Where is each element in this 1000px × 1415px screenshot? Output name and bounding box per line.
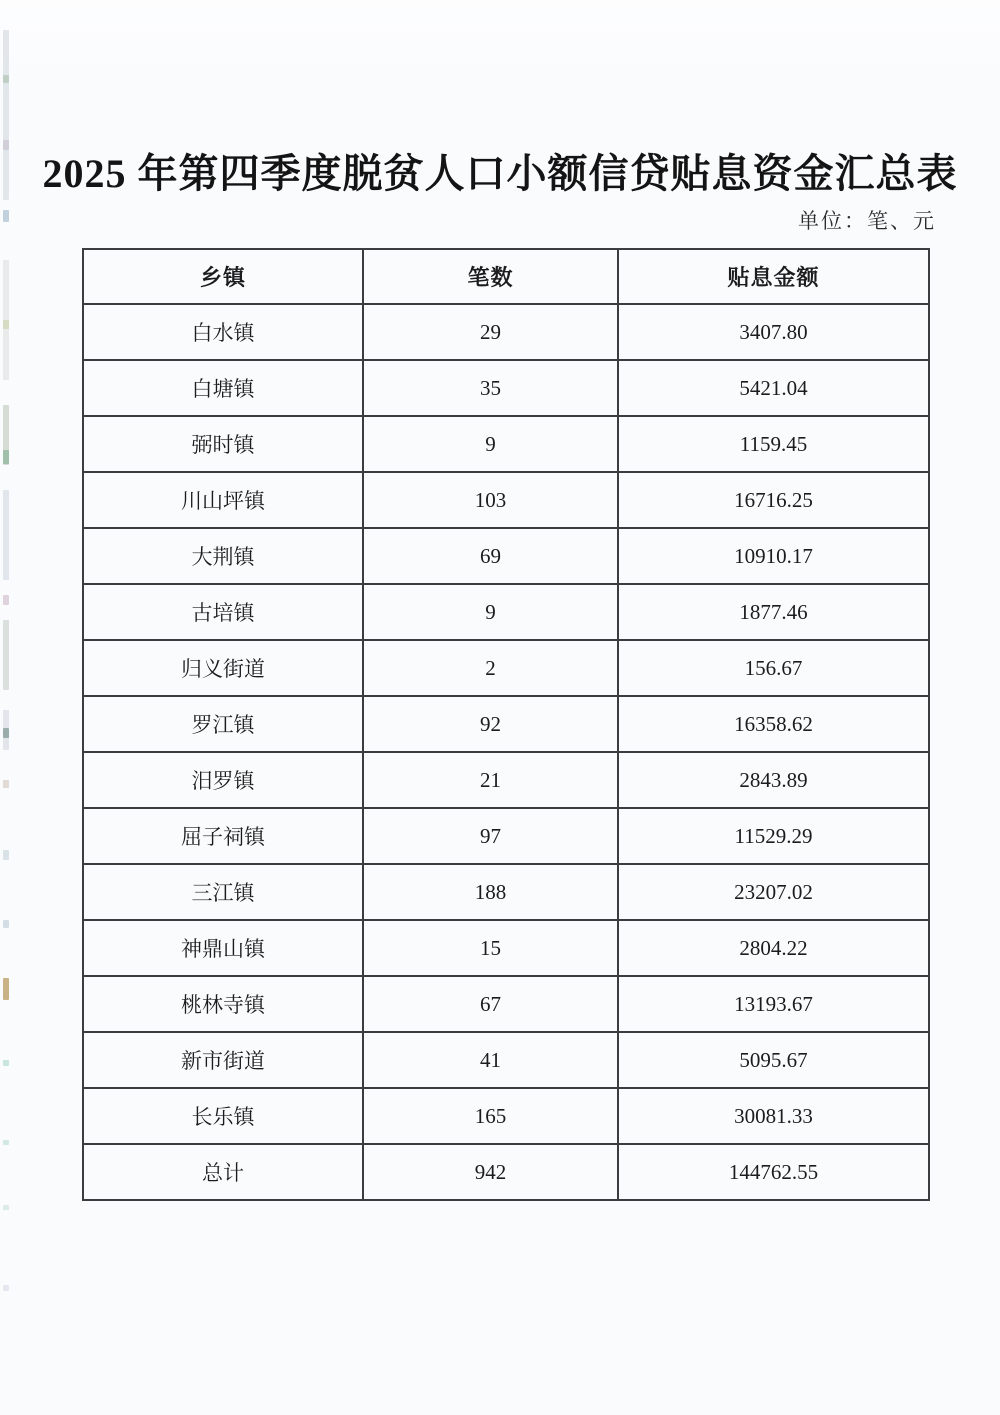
subsidy-summary-table <box>82 248 930 1201</box>
township-cell: 三江镇 <box>83 864 363 920</box>
table-row <box>83 528 929 584</box>
township-cell: 古培镇 <box>83 584 363 640</box>
table-row <box>83 976 929 1032</box>
header-township: 乡镇 <box>83 249 363 304</box>
table-row <box>83 1032 929 1088</box>
count-cell: 92 <box>363 696 618 752</box>
table-header <box>83 249 929 304</box>
township-cell: 归义街道 <box>83 640 363 696</box>
township-cell: 屈子祠镇 <box>83 808 363 864</box>
township-cell: 白水镇 <box>83 304 363 360</box>
count-cell: 188 <box>363 864 618 920</box>
count-cell: 69 <box>363 528 618 584</box>
amount-cell: 156.67 <box>618 640 929 696</box>
table-row <box>83 1144 929 1200</box>
table-row <box>83 752 929 808</box>
amount-cell: 1159.45 <box>618 416 929 472</box>
document-title: 2025 年第四季度脱贫人口小额信贷贴息资金汇总表 <box>42 151 958 196</box>
township-cell: 桃林寺镇 <box>83 976 363 1032</box>
table-row <box>83 1088 929 1144</box>
township-cell: 白塘镇 <box>83 360 363 416</box>
table-row <box>83 472 929 528</box>
amount-cell: 13193.67 <box>618 976 929 1032</box>
table-row <box>83 808 929 864</box>
table-row <box>83 696 929 752</box>
table-row <box>83 360 929 416</box>
header-amount: 贴息金额 <box>618 249 929 304</box>
count-cell: 35 <box>363 360 618 416</box>
amount-cell: 1877.46 <box>618 584 929 640</box>
amount-cell: 5421.04 <box>618 360 929 416</box>
township-cell: 汨罗镇 <box>83 752 363 808</box>
township-cell: 罗江镇 <box>83 696 363 752</box>
township-cell: 总计 <box>83 1144 363 1200</box>
township-cell: 川山坪镇 <box>83 472 363 528</box>
amount-cell: 16716.25 <box>618 472 929 528</box>
table-body <box>83 304 929 1200</box>
amount-cell: 11529.29 <box>618 808 929 864</box>
township-cell: 神鼎山镇 <box>83 920 363 976</box>
unit-note: 单位：笔、元 <box>798 209 936 233</box>
township-cell: 长乐镇 <box>83 1088 363 1144</box>
amount-cell: 144762.55 <box>618 1144 929 1200</box>
amount-cell: 23207.02 <box>618 864 929 920</box>
table-row <box>83 304 929 360</box>
table-row <box>83 920 929 976</box>
count-cell: 15 <box>363 920 618 976</box>
amount-cell: 10910.17 <box>618 528 929 584</box>
count-cell: 2 <box>363 640 618 696</box>
amount-cell: 30081.33 <box>618 1088 929 1144</box>
table-row <box>83 584 929 640</box>
count-cell: 21 <box>363 752 618 808</box>
count-cell: 165 <box>363 1088 618 1144</box>
township-cell: 新市街道 <box>83 1032 363 1088</box>
township-cell: 大荆镇 <box>83 528 363 584</box>
amount-cell: 5095.67 <box>618 1032 929 1088</box>
amount-cell: 16358.62 <box>618 696 929 752</box>
amount-cell: 2843.89 <box>618 752 929 808</box>
count-cell: 9 <box>363 416 618 472</box>
count-cell: 9 <box>363 584 618 640</box>
count-cell: 29 <box>363 304 618 360</box>
count-cell: 67 <box>363 976 618 1032</box>
header-count: 笔数 <box>363 249 618 304</box>
township-cell: 弼时镇 <box>83 416 363 472</box>
table-row <box>83 640 929 696</box>
amount-cell: 2804.22 <box>618 920 929 976</box>
count-cell: 942 <box>363 1144 618 1200</box>
count-cell: 97 <box>363 808 618 864</box>
amount-cell: 3407.80 <box>618 304 929 360</box>
table-row <box>83 416 929 472</box>
count-cell: 41 <box>363 1032 618 1088</box>
header-row <box>83 249 929 304</box>
table-row <box>83 864 929 920</box>
count-cell: 103 <box>363 472 618 528</box>
scan-noise-strip <box>2 20 10 1400</box>
